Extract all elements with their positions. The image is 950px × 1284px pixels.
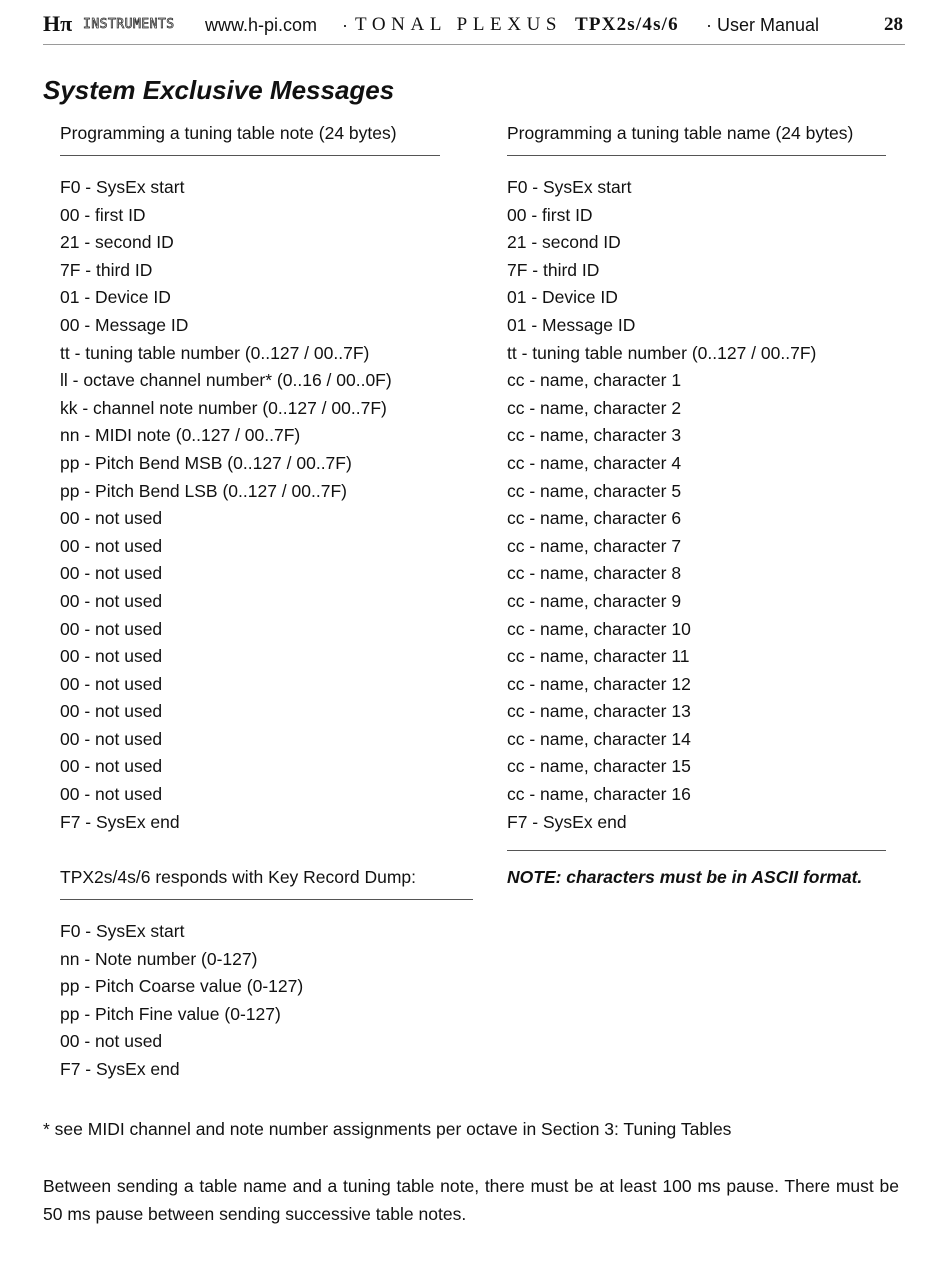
list-item: cc - name, character 10 <box>507 618 691 639</box>
list-item: 01 - Message ID <box>507 314 636 335</box>
divider <box>507 850 886 851</box>
list-item: pp - Pitch Bend LSB (0..127 / 00..7F) <box>60 480 347 501</box>
header-manual-label: · User Manual <box>706 15 820 35</box>
page-number: 28 <box>884 14 903 35</box>
list-item: cc - name, character 15 <box>507 756 691 777</box>
list-item: 01 - Device ID <box>507 287 618 308</box>
list-item: 00 - not used <box>60 701 163 722</box>
list-item: 00 - Message ID <box>60 314 189 335</box>
logo-wordmark: INSTRUMENTS <box>83 17 175 32</box>
list-item: cc - name, character 11 <box>507 646 690 667</box>
list-item: F0 - SysEx start <box>507 177 632 197</box>
left-byte-list <box>60 174 392 836</box>
list-item: 00 - not used <box>60 563 163 584</box>
list-item: 00 - first ID <box>507 204 593 225</box>
list-item: 7F - third ID <box>507 259 600 280</box>
list-item: nn - MIDI note (0..127 / 00..7F) <box>60 425 301 446</box>
list-item: 00 - not used <box>60 728 163 749</box>
list-item: cc - name, character 4 <box>507 452 682 473</box>
list-item: pp - Pitch Bend MSB (0..127 / 00..7F) <box>60 452 352 473</box>
response-heading: TPX2s/4s/6 responds with Key Record Dump: <box>60 866 473 900</box>
list-item: 00 - not used <box>60 1031 163 1052</box>
list-item: tt - tuning table number (0..127 / 00..7F) <box>507 342 817 363</box>
left-column-heading: Programming a tuning table note (24 bytes) <box>60 122 440 156</box>
header-separator: · <box>342 15 348 35</box>
list-item: cc - name, character 7 <box>507 535 682 556</box>
list-item: cc - name, character 9 <box>507 590 682 611</box>
right-byte-list <box>507 174 816 836</box>
list-item: cc - name, character 3 <box>507 425 682 446</box>
list-item: F7 - SysEx end <box>60 1058 180 1079</box>
footnote: * see MIDI channel and note number assignments per octave in Section 3: Tuning Tables <box>43 1119 732 1139</box>
list-item: cc - name, character 2 <box>507 397 682 418</box>
list-item: 01 - Device ID <box>60 287 171 308</box>
list-item: cc - name, character 13 <box>507 701 691 722</box>
list-item: cc - name, character 14 <box>507 728 691 749</box>
header-model: TPX2s/4s/6 <box>575 14 679 35</box>
list-item: cc - name, character 8 <box>507 563 682 584</box>
section-title: System Exclusive Messages <box>43 75 395 105</box>
list-item: F0 - SysEx start <box>60 921 185 941</box>
list-item: 21 - second ID <box>507 232 621 253</box>
list-item: F7 - SysEx end <box>60 811 180 832</box>
header-url: www.h-pi.com <box>205 15 318 35</box>
list-item: cc - name, character 16 <box>507 784 691 805</box>
list-item: ll - octave channel number* (0..16 / 00..0F) <box>60 370 392 391</box>
page-header <box>43 10 905 45</box>
list-item: kk - channel note number (0..127 / 00..7F) <box>60 397 387 418</box>
ascii-note: NOTE: characters must be in ASCII format. <box>507 867 863 887</box>
list-item: F7 - SysEx end <box>507 811 627 832</box>
list-item: nn - Note number (0-127) <box>60 948 258 969</box>
list-item: 00 - not used <box>60 756 163 777</box>
list-item: 00 - not used <box>60 784 163 805</box>
timing-paragraph: Between sending a table name and a tuning table note, there must be at least 100 ms pause. There must be 50 ms pause between sending successive table notes. <box>43 1176 899 1224</box>
list-item: cc - name, character 1 <box>507 370 682 391</box>
list-item: pp - Pitch Fine value (0-127) <box>60 1003 281 1024</box>
list-item: cc - name, character 12 <box>507 673 691 694</box>
list-item: F0 - SysEx start <box>60 177 185 197</box>
list-item: 00 - not used <box>60 535 163 556</box>
list-item: 00 - not used <box>60 646 163 667</box>
list-item: cc - name, character 6 <box>507 508 682 529</box>
list-item: 00 - first ID <box>60 204 146 225</box>
list-item: 00 - not used <box>60 590 163 611</box>
list-item: 00 - not used <box>60 508 163 529</box>
logo-symbol: Hπ <box>43 11 73 36</box>
header-product-name: TONAL PLEXUS <box>355 14 563 35</box>
list-item: 00 - not used <box>60 618 163 639</box>
list-item: pp - Pitch Coarse value (0-127) <box>60 976 304 997</box>
list-item: tt - tuning table number (0..127 / 00..7F) <box>60 342 370 363</box>
list-item: 21 - second ID <box>60 232 174 253</box>
list-item: 00 - not used <box>60 673 163 694</box>
list-item: 7F - third ID <box>60 259 153 280</box>
right-column-heading: Programming a tuning table name (24 bytes) <box>507 122 886 156</box>
response-byte-list <box>60 918 303 1084</box>
list-item: cc - name, character 5 <box>507 480 682 501</box>
